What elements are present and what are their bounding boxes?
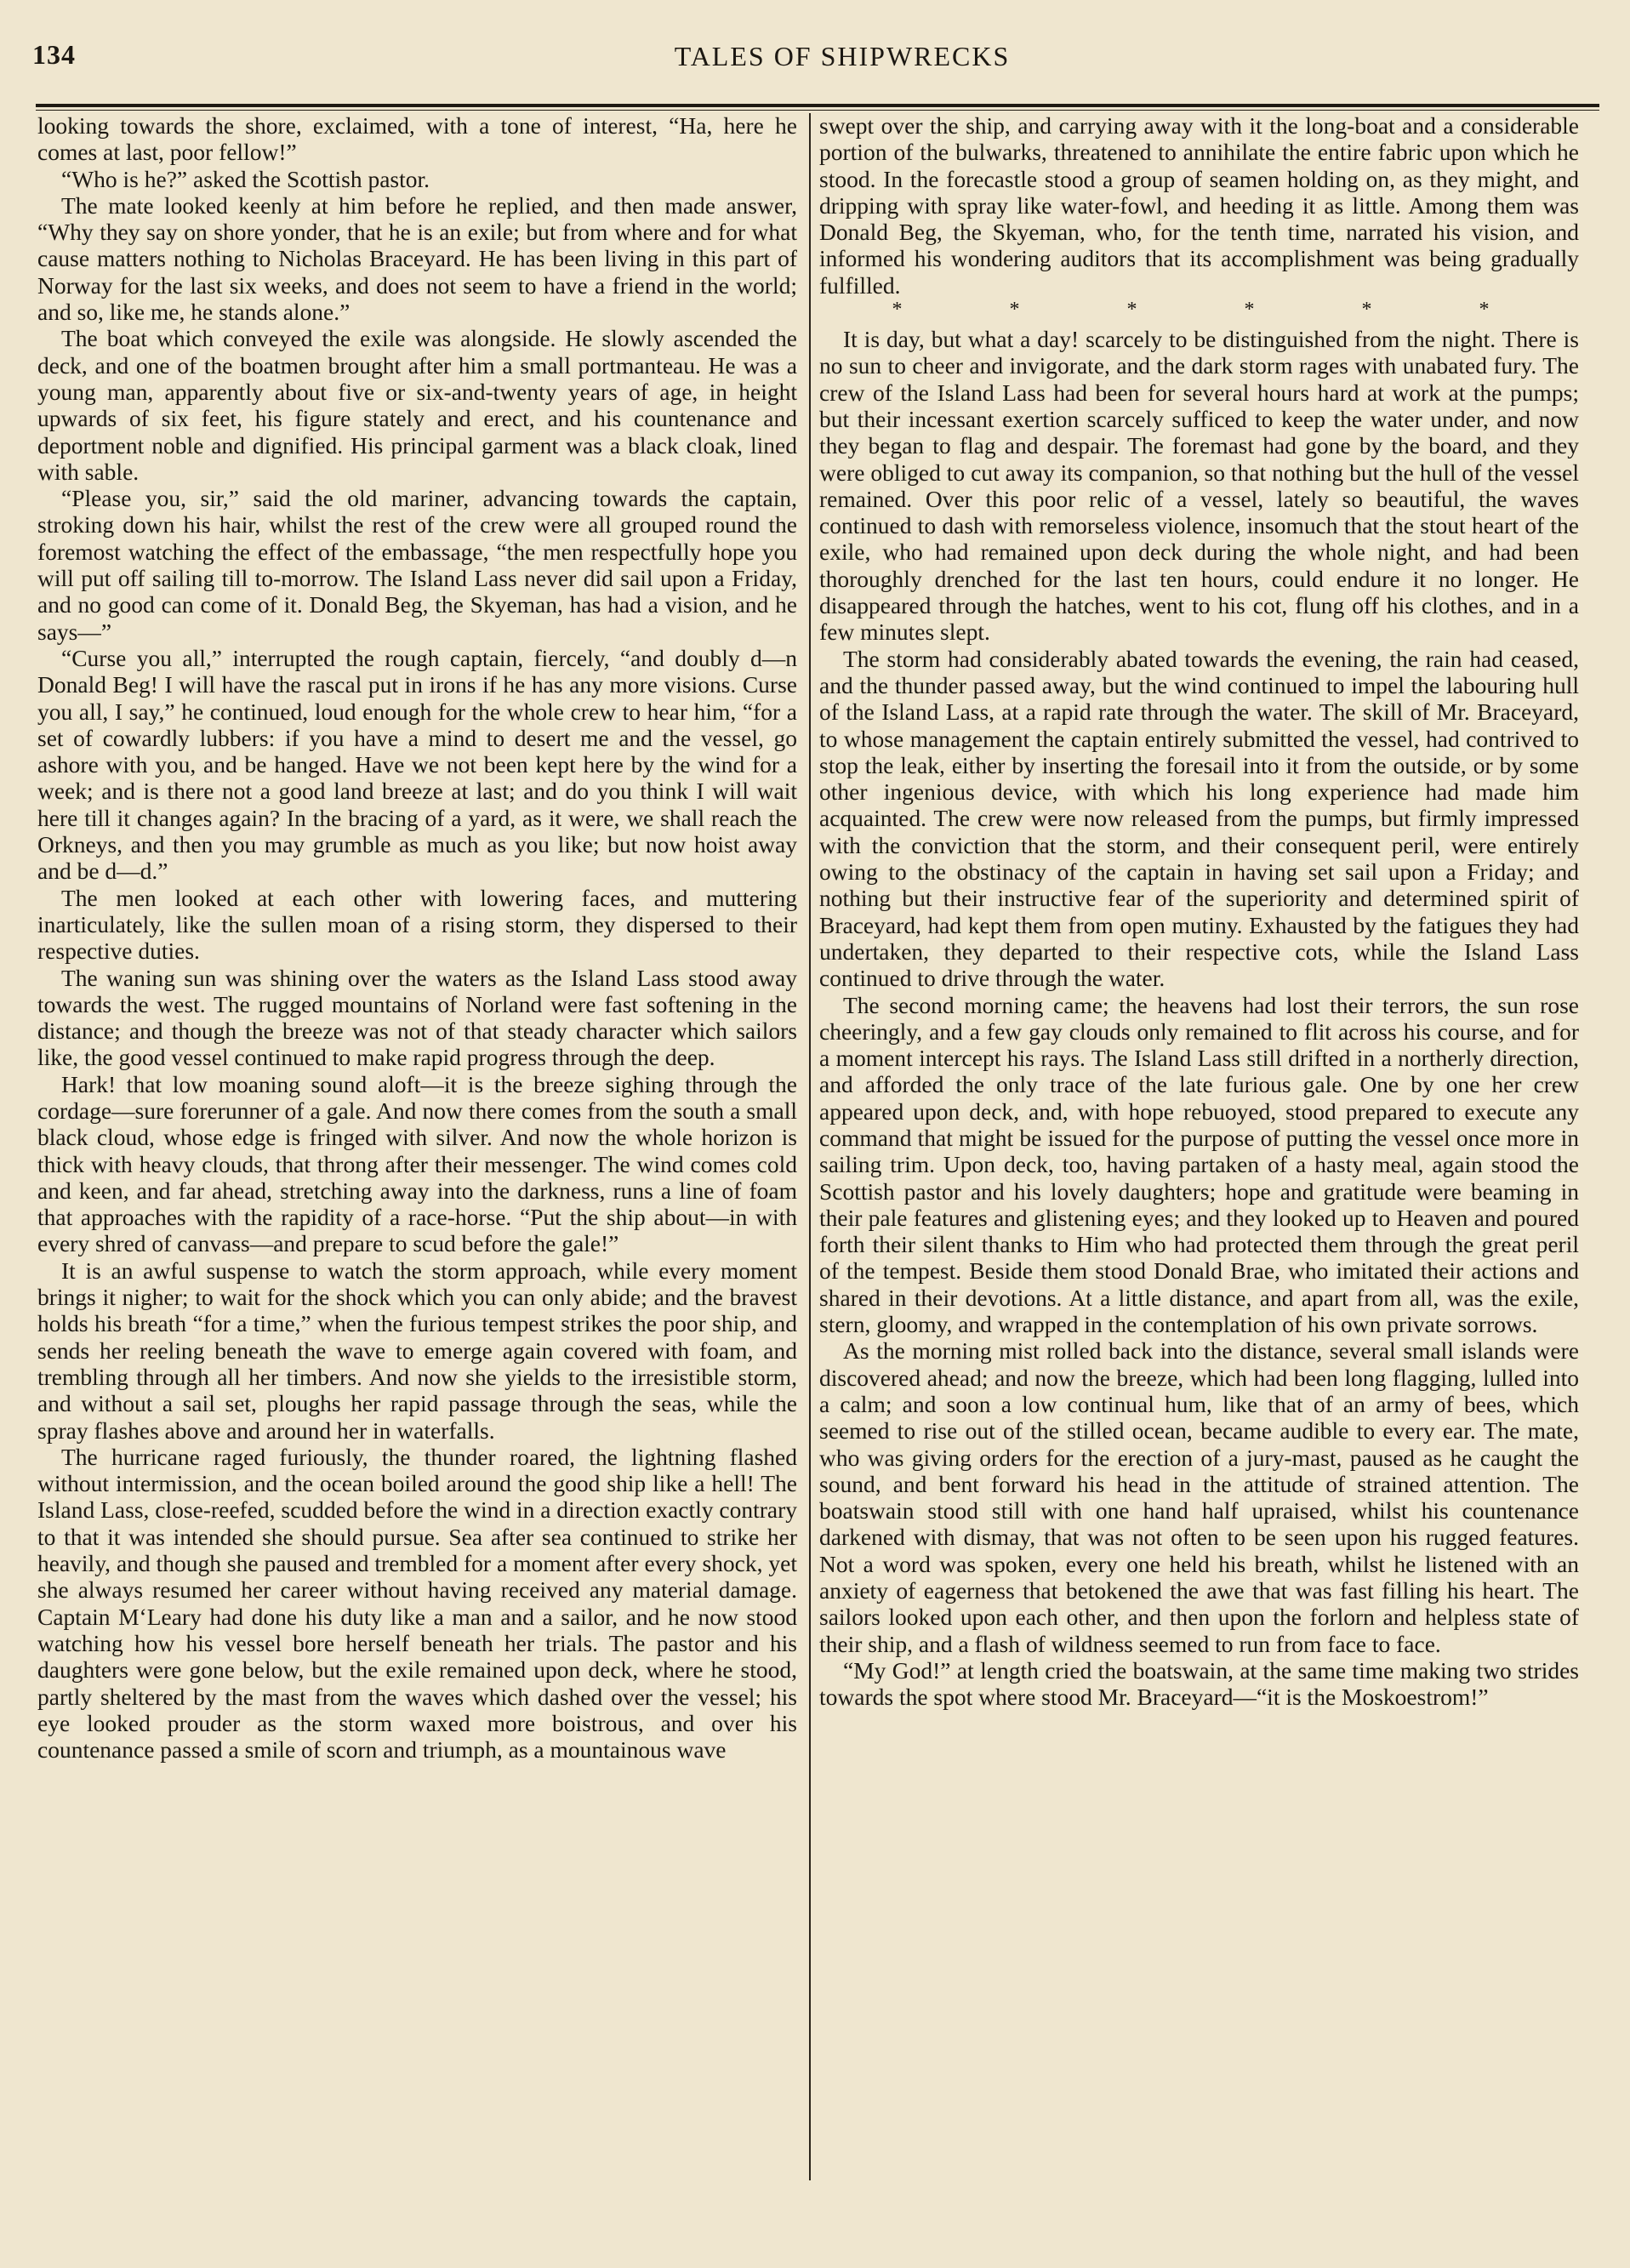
paragraph: “Curse you all,” interrupted the rough captain, fiercely, “and doubly d—n Donald Beg! I will have the rascal put in irons if he has any more visions. Curse you all, I say,” he continued, loud enough for the whole crew to hear him, “for a set of cowardly lubbers: if you have a mind to desert me and the vessel, go ashore with you, and be hanged. Have we not been kept here by the wind for a week; and is there not a good land breeze at last; and do you think I will wait here till it changes again? In the bracing of a yard, as it were, we shall reach the Orkneys, and then you may grumble as much as you like; but now hoist away and be d—d.”: [37, 644, 797, 885]
right-column: [819, 112, 1579, 2188]
paragraph: “Please you, sir,” said the old mariner, advancing towards the captain, stroking down his hair, whilst the rest of the crew were all grouped round the foremost watching the effect of the embassage, “the men respectfully hope you will put off sailing till to-morrow. The Island Lass never did sail upon a Friday, and no good can come of it. Donald Beg, the Skyeman, has had a vision, and he says—”: [37, 485, 797, 645]
header-rule: [36, 104, 1599, 107]
paragraph: looking towards the shore, exclaimed, with a tone of interest, “Ha, here he comes at last, poor fellow!”: [37, 112, 797, 166]
paragraph: It is an awful suspense to watch the storm approach, while every moment brings it nigher; to wait for the shock which you can only abide; and the bravest holds his breath “for a time,” when the furious tempest strikes the poor ship, and sends her reeling beneath the wave to emerge again covered with foam, and trembling through all her timbers. And now she yields to the irresistible storm, and without a sail set, ploughs her rapid passage through the seas, while the spray flashes above and around her in waterfalls.: [37, 1257, 797, 1444]
paragraph: The men looked at each other with lowering faces, and muttering inarticulately, like the sullen moan of a rising storm, they dispersed to their respective duties.: [37, 884, 797, 965]
page-number: 134: [32, 39, 76, 70]
left-column: [37, 112, 797, 2188]
paragraph: The second morning came; the heavens had lost their terrors, the sun rose cheeringly, and a few gay clouds only remained to flit across his course, and for a moment intercept his rays. The Island Lass still drifted in a northerly direction, and afforded the only trace of the late furious gale. One by one her crew appeared upon deck, and, with hope rebuoyed, stood prepared to execute any command that might be issued for the purpose of putting the vessel once more in sailing trim. Upon deck, too, having partaken of a hasty meal, again stood the Scottish pastor and his lovely daughters; hope and gratitude were beaming in their pale features and glistening eyes; and they looked up to Heaven and poured forth their silent thanks to Him who had protected them through the great peril of the tempest. Beside them stood Donald Brae, who imitated their actions and shared in their devotions. At a little distance, and apart from all, was the exile, stern, gloomy, and wrapped in the contemplation of his own private sorrows.: [819, 991, 1579, 1338]
paragraph: The boat which conveyed the exile was alongside. He slowly ascended the deck, and one of the boatmen brought after him a small portmanteau. He was a young man, apparently about five or six-and-twenty years of age, in height upwards of six feet, his figure stately and erect, and his countenance and deportment noble and dignified. His principal garment was a black cloak, lined with sable.: [37, 325, 797, 485]
paragraph: The mate looked keenly at him before he replied, and then made answer, “Why they say on shore yonder, that he is an exile; but from where and for what cause matters nothing to Nicholas Braceyard. He has been living in this part of Norway for the last six weeks, and does not seem to have a friend in the world; and so, like me, he stands alone.”: [37, 191, 797, 326]
paragraph: The hurricane raged furiously, the thunder roared, the lightning flashed without intermission, and the ocean boiled around the good ship like a hell! The Island Lass, close-reefed, scudded before the wind in a direction exactly contrary to that it was intended she should pursue. Sea after sea continued to strike her heavily, and though she paused and trembled for a moment after every shock, yet she always resumed her career without having received any material damage. Captain M‘Leary had done his duty like a man and a sailor, and he now stood watching how his vessel bore herself beneath her trials. The pastor and his daughters were gone below, but the exile remained upon deck, where he stood, partly sheltered by the mast from the waves which dashed over the vessel; his eye looked prouder as the storm waxed more boistrous, and over his countenance passed a smile of scorn and triumph, as a mountainous wave: [37, 1443, 797, 1764]
paragraph: “Who is he?” asked the Scottish pastor.: [61, 165, 430, 192]
paragraph: The storm had considerably abated towards the evening, the rain had ceased, and the thunder passed away, but the wind continued to impel the labouring hull of the Island Lass, at a rapid rate through the water. The skill of Mr. Braceyard, to whose management the captain entirely submitted the vessel, had contrived to stop the leak, either by inserting the foresail into it from the outside, or by some other ingenious device, with which his long experience had made him acquainted. The crew were now released from the pumps, but firmly impressed with the conviction that the storm, and their consequent peril, were entirely owing to the obstinacy of the captain in having set sail upon a Friday; and nothing but their instructive fear of the superiority and determined spirit of Braceyard, had kept them from open mutiny. Exhausted by the fatigues they had undertaken, they departed to their respective cots, while the Island Lass continued to drive through the water.: [819, 645, 1579, 992]
paragraph: “My God!” at length cried the boatswain, at the same time making two strides towards the spot where stood Mr. Braceyard—“it is the Moskoestrom!”: [819, 1656, 1579, 1711]
paragraph: swept over the ship, and carrying away with it the long-boat and a considerable portion of the bulwarks, threatened to annihilate the entire fabric upon which he stood. In the forecastle stood a group of seamen holding on, as they might, and dripping with spray like water-fowl, and heeding it as little. Among them was Donald Beg, the Skyeman, who, for the tenth time, narrated his vision, and informed his wondering auditors that its accomplishment was being gradually fulfilled.: [819, 112, 1579, 299]
running-title: TALES OF SHIPWRECKS: [674, 41, 1011, 71]
section-break: * * * * * *: [892, 299, 1541, 322]
paragraph: It is day, but what a day! scarcely to be distinguished from the night. There is no sun to cheer and invigorate, and the dark storm rages with unabated fury. The crew of the Island Lass had been for several hours hard at work at the pumps; but their incessant exertion scarcely sufficed to keep the water under, and now they began to flag and despair. The foremast had gone by the board, and they were obliged to cut away its companion, so that nothing but the hull of the vessel remained. Over this poor relic of a vessel, lately so beautiful, the waves continued to dash with remorseless violence, insomuch that the stout heart of the exile, who had remained upon deck during the whole night, and had been thoroughly drenched for the last ten hours, could endure it no longer. He disappeared through the hatches, went to his cot, flung off his clothes, and in a few minutes slept.: [819, 326, 1579, 646]
paragraph: Hark! that low moaning sound aloft—it is the breeze sighing through the cordage—sure forerunner of a gale. And now there comes from the south a small black cloud, whose edge is fringed with silver. And now the whole horizon is thick with heavy clouds, that throng after their messenger. The wind comes cold and keen, and far ahead, stretching away into the darkness, runs a line of foam that approaches with the rapidity of a race-horse. “Put the ship about—in with every shred of canvass—and prepare to scud before the gale!”: [37, 1070, 797, 1257]
column-divider: [809, 113, 811, 2180]
header-rule-thin: [36, 110, 1599, 111]
paragraph: As the morning mist rolled back into the distance, several small islands were discovered ahead; and now the breeze, which had been long flagging, lulled into a calm; and soon a low continual hum, like that of an army of bees, which seemed to rise out of the stilled ocean, became audible to every ear. The mate, who was giving orders for the erection of a jury-mast, paused as he caught the sound, and bent forward his head in the attitude of strained attention. The boatswain stood still with one hand half upraised, whilst his countenance darkened with dismay, that was not often to be seen upon his rugged features. Not a word was spoken, every one held his breath, whilst he listened with an anxiety of eagerness that betokened the awe that was fast filling his heart. The sailors looked upon each other, and then upon the forlorn and helpless state of their ship, and a flash of wildness seemed to run from face to face.: [819, 1337, 1579, 1657]
paragraph: The waning sun was shining over the waters as the Island Lass stood away towards the west. The rugged mountains of Norland were fast softening in the distance; and though the breeze was not of that steady character which sailors like, the good vessel continued to make rapid progress through the deep.: [37, 964, 797, 1071]
